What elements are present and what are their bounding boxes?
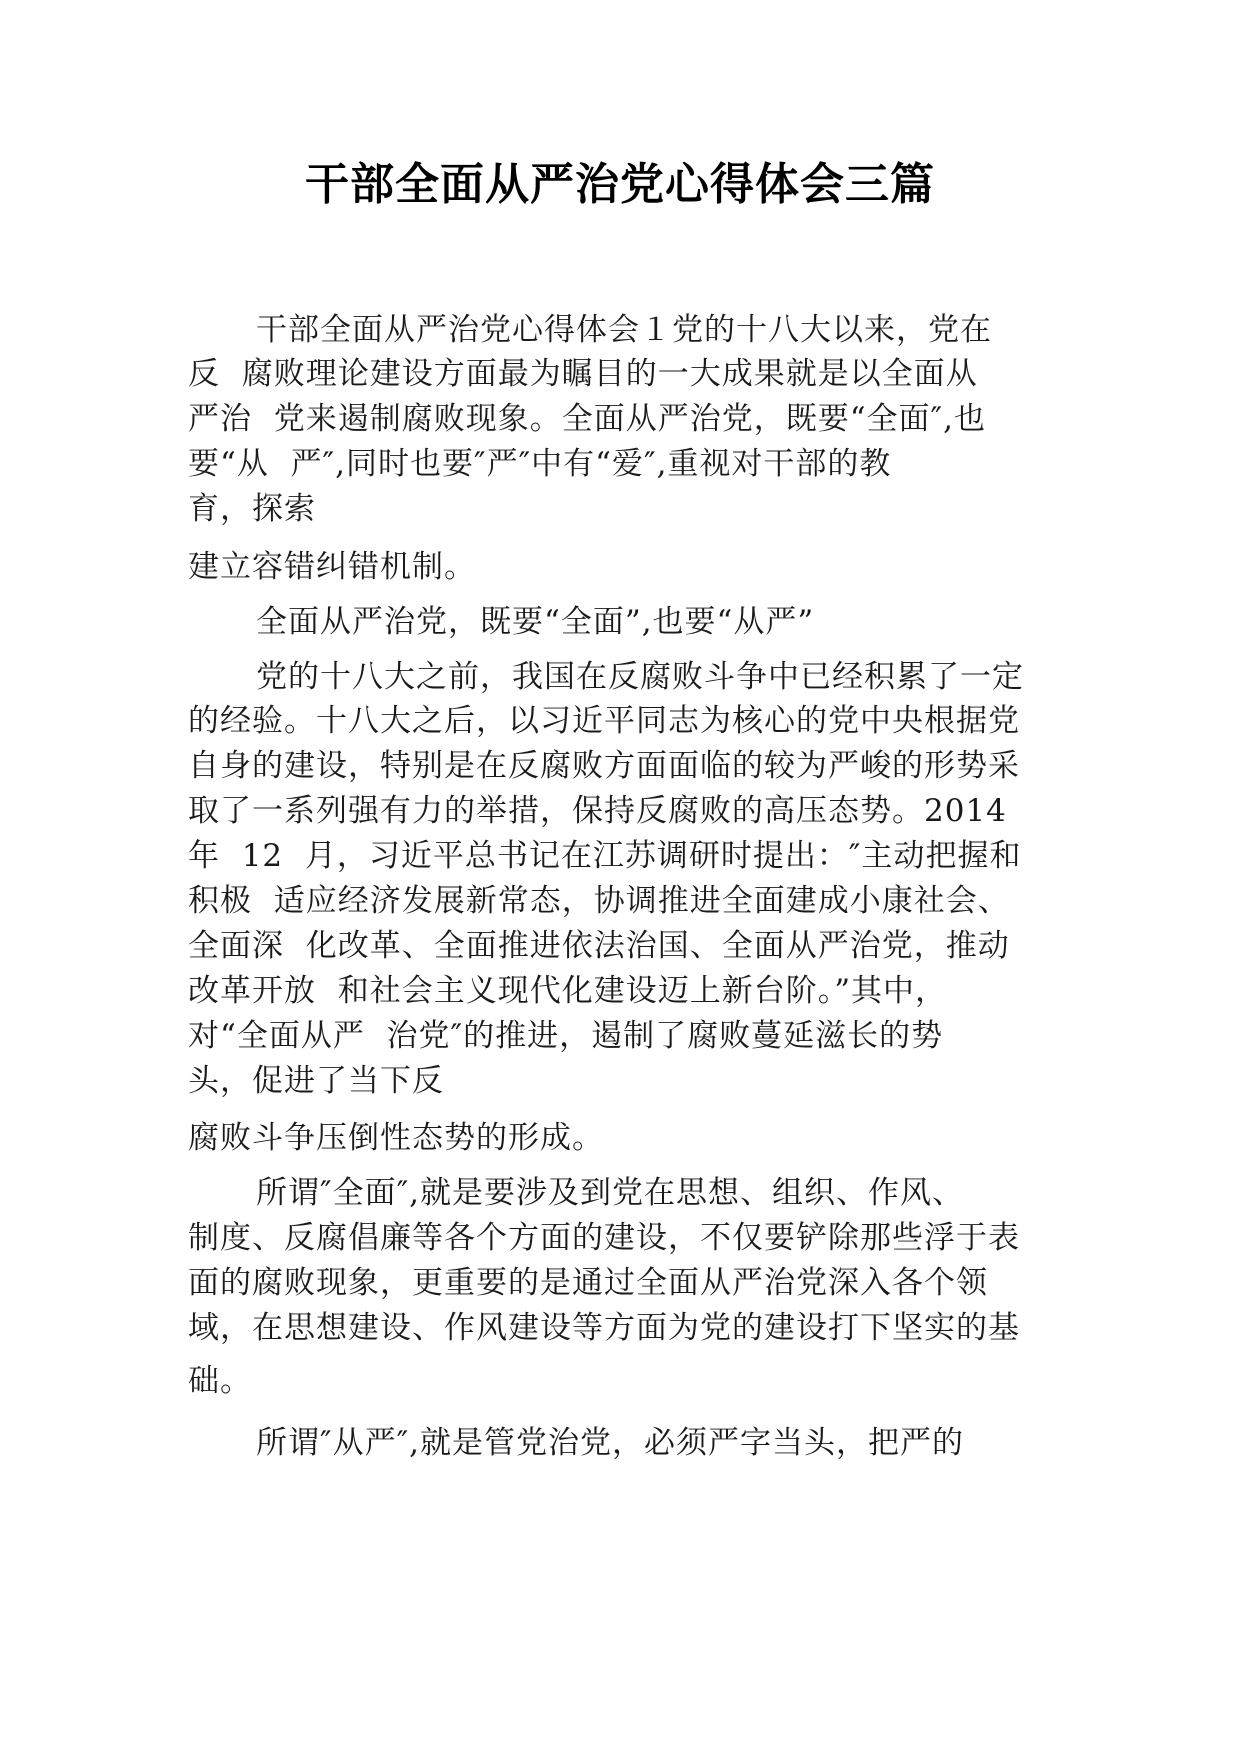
paragraph-line: 面的腐败现象，更重要的是通过全面从严治党深入各个领 — [188, 1265, 988, 1301]
paragraph-line: 础。 — [188, 1363, 252, 1399]
document-title: 干部全面从严治党心得体会三篇 — [305, 159, 935, 210]
paragraph-line: 对“全面从严 治党″的推进，遏制了腐败蔓延滋长的势 — [188, 1018, 944, 1054]
section-heading: 全面从严治党，既要“全面”,也要“从严” — [256, 604, 815, 640]
paragraph-line: 积极 适应经济发展新常态，协调推进全面建成小康社会、 — [188, 883, 1010, 919]
paragraph-line: 所谓″从严″,就是管党治党，必须严字当头，把严的 — [256, 1425, 965, 1461]
paragraph-line: 取了一系列强有力的举措，保持反腐败的高压态势。2014 — [188, 793, 1007, 829]
paragraph-line: 全面深 化改革、全面推进依法治国、全面从严治党，推动 — [188, 928, 1010, 964]
paragraph-line: 年 12 月，习近平总书记在江苏调研时提出：″主动把握和 — [188, 838, 1022, 874]
paragraph-line: 改革开放 和社会主义现代化建设迈上新台阶。”其中， — [188, 973, 948, 1009]
paragraph-line: 要“从 严″,同时也要″严″中有“爱″,重视对干部的教 — [188, 446, 892, 482]
paragraph-line: 自身的建设，特别是在反腐败方面面临的较为严峻的形势采 — [188, 748, 1020, 784]
paragraph-line: 制度、反腐倡廉等各个方面的建设，不仅要铲除那些浮于表 — [188, 1220, 1020, 1256]
paragraph-line: 党的十八大之前，我国在反腐败斗争中已经积累了一定 — [256, 659, 1024, 695]
paragraph-line: 反 腐败理论建设方面最为瞩目的一大成果就是以全面从 — [188, 356, 978, 392]
paragraph-line: 的经验。十八大之后，以习近平同志为核心的党中央根据党 — [188, 703, 1020, 739]
paragraph-line: 育，探索 — [188, 491, 316, 527]
paragraph-line: 严治 党来遏制腐败现象。全面从严治党，既要“全面″,也 — [188, 401, 986, 437]
paragraph-line: 建立容错纠错机制。 — [188, 549, 476, 585]
paragraph-line: 头，促进了当下反 — [188, 1063, 444, 1099]
paragraph-line: 域，在思想建设、作风建设等方面为党的建设打下坚实的基 — [188, 1310, 1020, 1346]
paragraph-line: 腐败斗争压倒性态势的形成。 — [188, 1120, 604, 1156]
paragraph-line: 干部全面从严治党心得体会１党的十八大以来，党在 — [256, 312, 992, 348]
paragraph-line: 所谓″全面″,就是要涉及到党在思想、组织、作风、 — [256, 1175, 965, 1211]
